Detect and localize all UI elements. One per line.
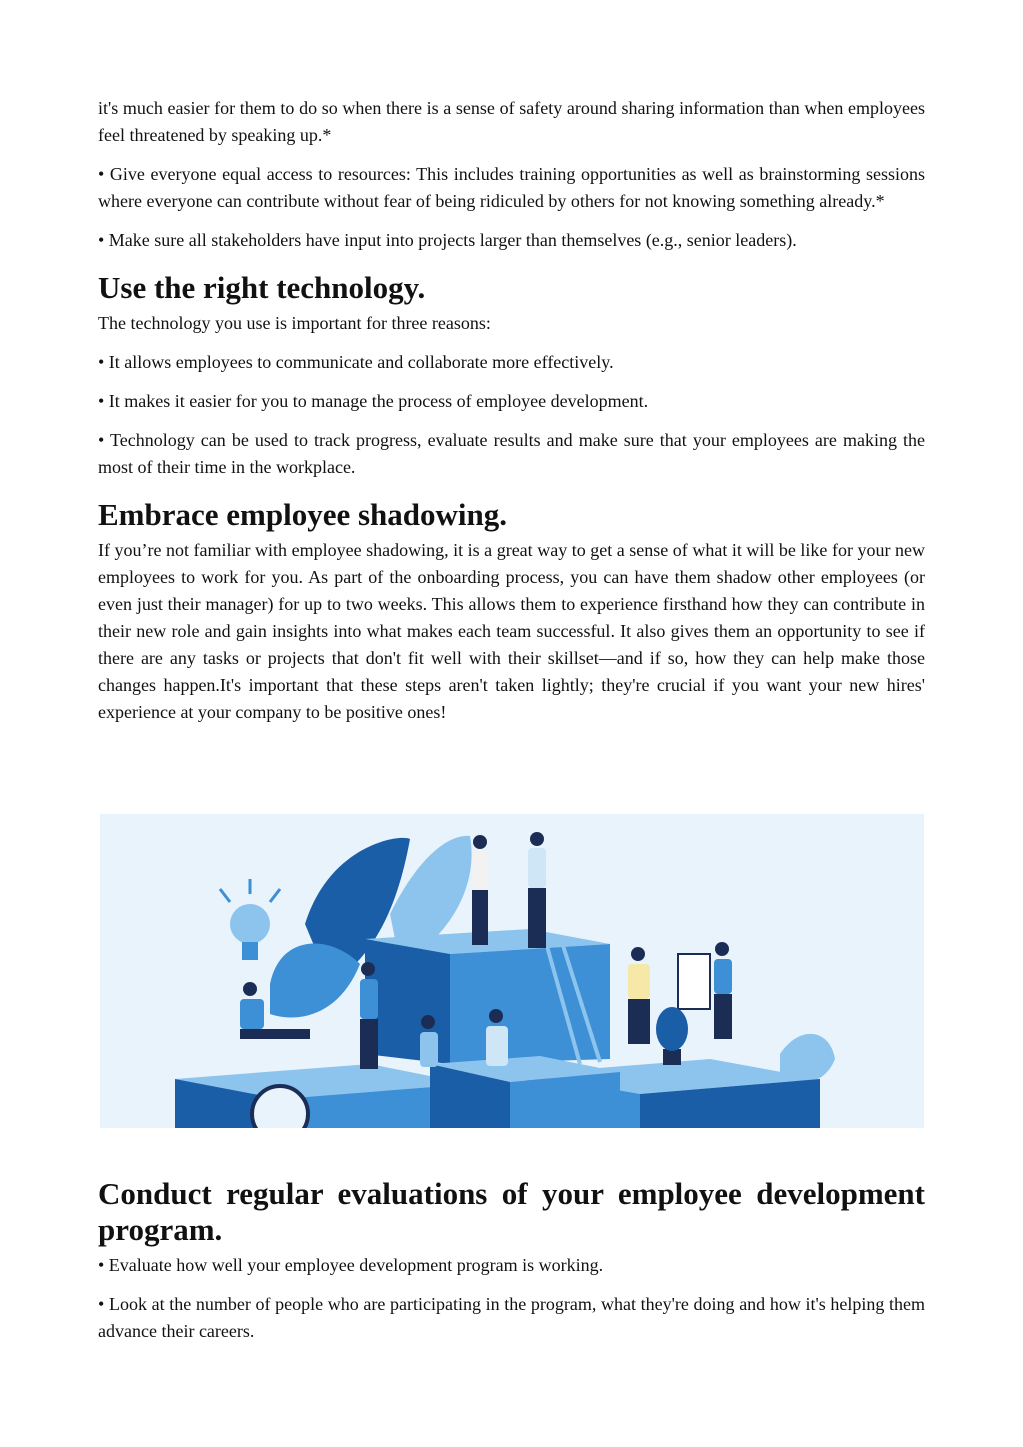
person-head	[530, 832, 544, 846]
lightbulb-base-shape	[242, 942, 258, 960]
teamwork-illustration	[100, 814, 924, 1128]
lightbulb-icon	[230, 904, 270, 944]
person-body	[714, 959, 732, 994]
evaluations-bullet-participants: • Look at the number of people who are participating in the program, what they're doing and how it's helping them advance their careers.	[98, 1294, 925, 1341]
intro-bullet-equal-access: • Give everyone equal access to resources: This includes training opportunities as well as brainstorming sessions where everyone can contribute without fear of being ridiculed by others for not knowing something already.*	[98, 164, 925, 211]
shadowing-paragraph: If you’re not familiar with employee shadowing, it is a great way to get a sense of what it will be like for your new employees to work for you. As part of the onboarding process, you can have them shadow other employees (or even just their manager) for up to two weeks. This allows them to experience firsthand how they can contribute in their new role and gain insights into what makes each team successful. It also gives them an opportunity to see if there are any tasks or projects that don't fit well with their skillset—and if so, how they can help make those changes happen.It's important that these steps aren't taken lightly; they're crucial if you want your new hires' experience at your company to be positive ones!	[98, 540, 925, 722]
person-head	[361, 962, 375, 976]
presentation-board-icon	[678, 954, 710, 1009]
top-block-right	[450, 944, 610, 1064]
person-legs	[714, 994, 732, 1039]
person-head	[715, 942, 729, 956]
person-body	[472, 850, 488, 890]
person-legs	[240, 1029, 310, 1039]
person-body	[628, 964, 650, 999]
person-legs	[628, 999, 650, 1044]
person-head	[631, 947, 645, 961]
person-body	[360, 979, 378, 1019]
illustration-svg	[100, 814, 924, 1128]
person-body	[240, 999, 264, 1029]
technology-bullet-communicate: • It allows employees to communicate and collaborate more effectively.	[98, 352, 614, 372]
mid-leaf-shape	[270, 944, 360, 1018]
technology-lead: The technology you use is important for three reasons:	[98, 313, 491, 333]
person-head	[489, 1009, 503, 1023]
magnifier-icon	[252, 1086, 308, 1128]
person-legs	[360, 1019, 378, 1069]
intro-bullet-stakeholders: • Make sure all stakeholders have input into projects larger than themselves (e.g., senior leaders).	[98, 230, 797, 250]
bulb-ray-shape	[220, 889, 230, 902]
person-body	[528, 848, 546, 888]
technology-heading: Use the right technology.	[98, 270, 426, 305]
plant-leaves-icon	[656, 1007, 688, 1051]
person-head	[421, 1015, 435, 1029]
document-page	[98, 95, 925, 738]
bulb-ray-shape	[270, 889, 280, 902]
intro-paragraph-tail: it's much easier for them to do so when there is a sense of safety around sharing information than when employees feel threatened by speaking up.*	[98, 98, 925, 145]
evaluations-bullet-how-well: • Evaluate how well your employee development program is working.	[98, 1255, 604, 1275]
technology-bullet-track: • Technology can be used to track progress, evaluate results and make sure that your employees are making the most of their time in the workplace.	[98, 430, 925, 477]
evaluations-section	[98, 1176, 925, 1357]
person-legs	[472, 890, 488, 945]
technology-bullet-manage: • It makes it easier for you to manage the process of employee development.	[98, 391, 649, 411]
person-body	[486, 1026, 508, 1066]
person-legs	[528, 888, 546, 948]
plant-pot-icon	[663, 1049, 681, 1065]
person-head	[473, 835, 487, 849]
person-body	[420, 1032, 438, 1067]
evaluations-heading: Conduct regular evaluations of your employee development program.	[98, 1176, 925, 1247]
person-head	[243, 982, 257, 996]
shadowing-heading: Embrace employee shadowing.	[98, 497, 508, 532]
